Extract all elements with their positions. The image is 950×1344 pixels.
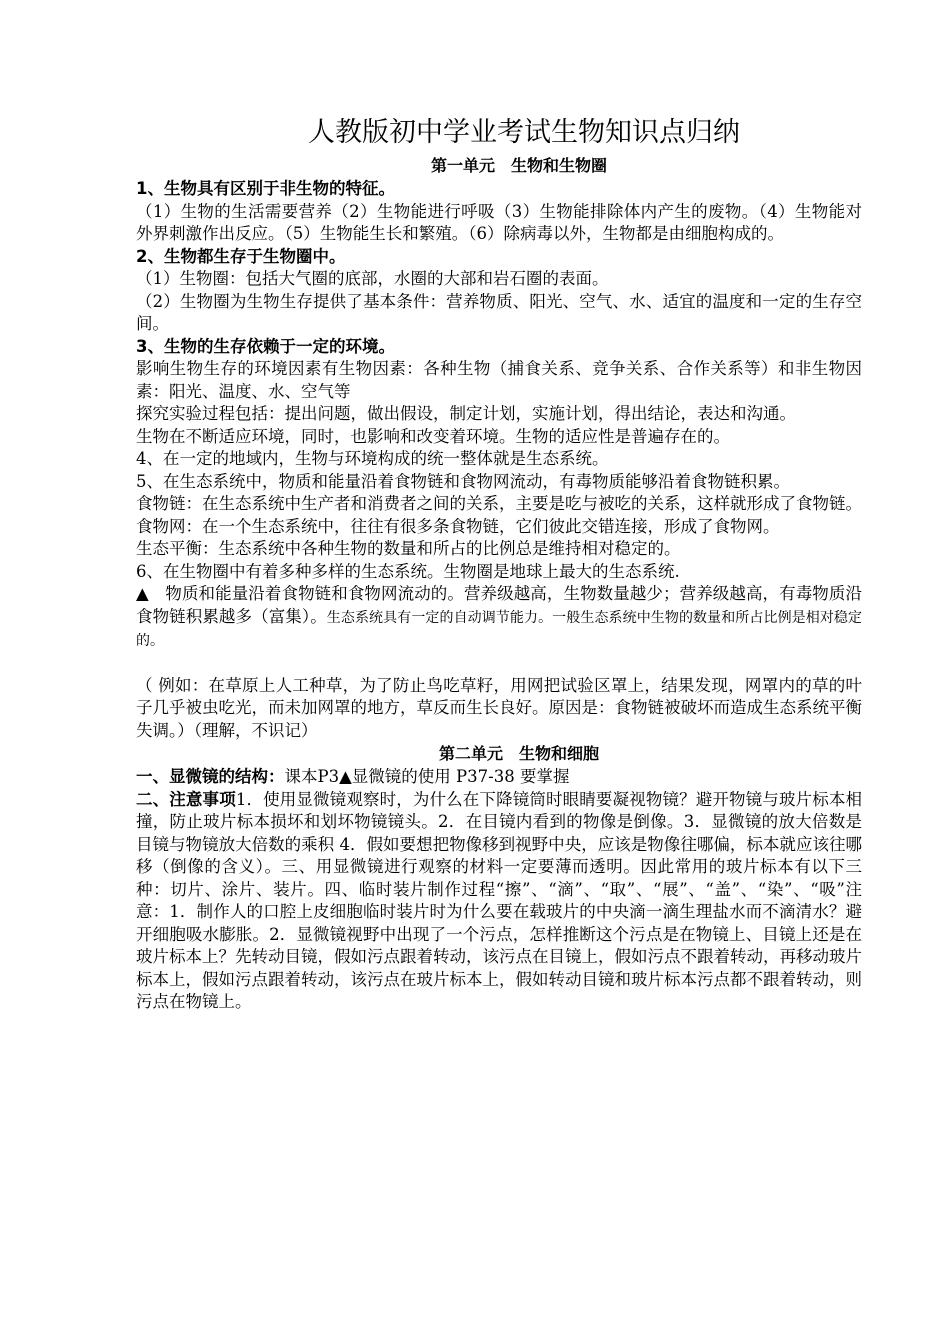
example-text: （ 例如：在草原上人工种草，为了防止鸟吃草籽，用网把试验区罩上，结果发现，网罩内的草的叶子几乎被虫吃光，而未加网罩的地方，草反而生长良好。原因是：食物链被破坏而造成生态系统平衡失调。）（理解，不识记） xyxy=(136,675,862,740)
document-content xyxy=(136,112,862,1014)
microscope-structure-text: 课本P3▲显微镜的使用 P37-38 要掌握 xyxy=(284,767,570,786)
microscope-structure xyxy=(136,766,862,789)
section1-heading: 1、生物具有区别于非生物的特征。 xyxy=(136,179,395,198)
notes-label: 二、注意事项 xyxy=(136,789,236,809)
unit2-heading: 第二单元 生物和细胞 xyxy=(438,744,599,763)
section2-text-b: （2）生物圈为生物生存提供了基本条件：营养物质、阳光、空气、水、适宜的温度和一定的生存空间。 xyxy=(136,291,862,333)
food-web-text: 食物网：在一个生态系统中，往往有很多条食物链，它们彼此交错连接，形成了食物网。 xyxy=(136,516,780,536)
notes-text: 1．使用显微镜观察时，为什么在下降镜筒时眼睛要凝视物镜？避开物镜与玻片标本相撞，防止玻片标本损坏和划坏物镜镜头。2．在目镜内看到的物像是倒像。3．显微镜的放大倍数是目镜与物镜放大倍数的乘积 4．假如要想把物像移到视野中央，应该是物像往哪偏，标本就应该往哪移（倒像的含义）。三、用显微镜进行观察的材料一定要薄而透明。因此常用的玻片标本有以下三种：切片、涂片、装片。四、临时装片制作过程“擦”、“滴”、“取”、“展”、“盖”、“染”、“吸”注意：1．制作人的口腔上皮细胞临时装片时为什么要在载玻片的中央滴一滴生理盐水而不滴清水？避开细胞吸水膨胀。2．显微镜视野中出现了一个污点，怎样推断这个污点是在物镜上、目镜上还是在玻片标本上？先转动目镜，假如污点跟着转动，该污点在目镜上，假如污点不跟着转动，再移动玻片标本上，假如污点跟着转动，该污点在玻片标本上，假如转动目镜和玻片标本污点都不跟着转动，则污点在物镜上。 xyxy=(136,789,863,1011)
triangle-note-main: ▲ 物质和能量沿着食物链和食物网流动的。营养级越高，生物数量越少；营养级越高，有毒物质沿食物链积累越多（富集）。 xyxy=(136,584,862,626)
page-title: 人教版初中学业考试生物知识点归纳 xyxy=(308,117,740,148)
section3-text-c: 生物在不断适应环境，同时，也影响和改变着环境。生物的适应性是普遍存在的。 xyxy=(136,426,730,446)
microscope-structure-label: 一、显微镜的结构： xyxy=(136,767,285,786)
section2-heading: 2、生物都生存于生物圈中。 xyxy=(136,246,346,266)
triangle-note-small: 生态系统具有一定的自动调节能力。一般生态系统中生物的数量和所占比例是相对稳定的。 xyxy=(136,609,863,649)
triangle-note xyxy=(136,583,862,653)
section5-text: 5、在生态系统中，物质和能量沿着食物链和食物网流动，有毒物质能够沿着食物链积累。 xyxy=(136,471,790,491)
section3-text-b: 探究实验过程包括：提出问题，做出假设，制定计划，实施计划，得出结论，表达和沟通。 xyxy=(136,404,796,423)
section1-text: （1）生物的生活需要营养（2）生物能进行呼吸（3）生物能排除体内产生的废物。（4）生物能对外界刺激作出反应。（5）生物能生长和繁殖。（6）除病毒以外，生物都是由细胞构成的。 xyxy=(136,201,862,243)
unit1-heading: 第一单元 生物和生物圈 xyxy=(430,156,607,175)
section3-text-a: 影响生物生存的环境因素有生物因素：各种生物（捕食关系、竞争关系、合作关系等）和非生物因素：阳光、温度、水、空气等 xyxy=(136,359,862,401)
section2-text-a: （1）生物圈：包括大气圈的底部，水圈的大部和岩石圈的表面。 xyxy=(136,269,609,288)
section3-heading: 3、生物的生存依赖于一定的环境。 xyxy=(136,336,395,356)
spacer xyxy=(136,653,862,675)
section6-text: 6、在生物圈中有着多种多样的生态系统。生物圈是地球上最大的生态系统. xyxy=(136,561,680,581)
ecological-balance-text: 生态平衡：生态系统中各种生物的数量和所占的比例总是维持相对稳定的。 xyxy=(136,539,681,558)
food-chain-text: 食物链：在生态系统中生产者和消费者之间的关系，主要是吃与被吃的关系，这样就形成了食物链。 xyxy=(136,494,862,513)
notes-section xyxy=(136,789,862,1014)
section4-text: 4、在一定的地域内，生物与环境构成的统一整体就是生态系统。 xyxy=(136,449,609,468)
